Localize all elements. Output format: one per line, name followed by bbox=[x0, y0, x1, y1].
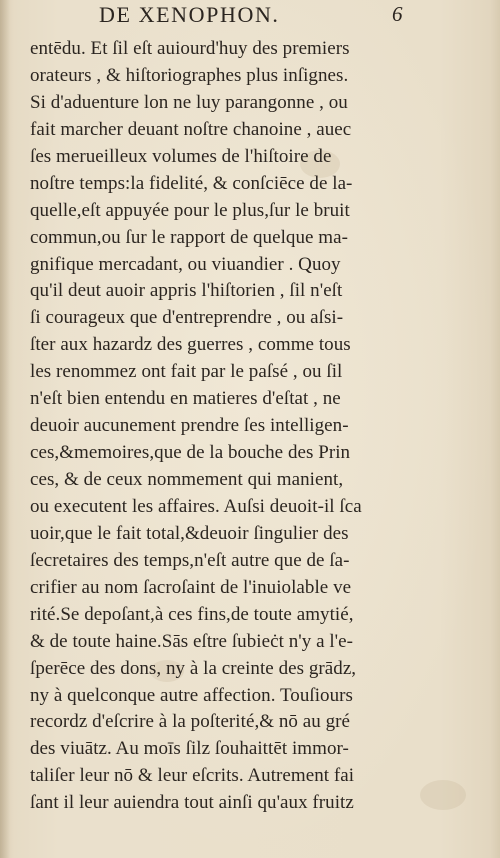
text-line: recordz d'eſcrire à la poſterité,& nō au gré bbox=[30, 711, 351, 733]
text-line: orateurs , & hiſtoriographes plus inſignes. bbox=[30, 64, 349, 86]
text-line: deuoir aucunement prendre ſes intelligen- bbox=[30, 415, 349, 437]
text-line: les renommez ont fait par le paſsé , ou ſil bbox=[30, 361, 343, 383]
text-line: ny à quelconque autre affection. Touſiours bbox=[30, 684, 353, 706]
text-line: ces,&memoires,que de la bouche des Prin bbox=[30, 442, 351, 464]
text-line: uoir,que le fait total,&deuoir ſingulier des bbox=[30, 522, 349, 544]
running-title: DE XENOPHON. bbox=[99, 2, 280, 27]
body-text bbox=[30, 36, 410, 817]
text-line: ſes merueilleux volumes de l'hiſtoire de bbox=[30, 145, 332, 167]
running-head bbox=[0, 2, 500, 28]
text-line: ſi courageux que d'entreprendre , ou aſsi- bbox=[30, 307, 344, 329]
text-line: commun,ou ſur le rapport de quelque ma- bbox=[30, 226, 348, 248]
text-line: ces, & de ceux nommement qui manient, bbox=[30, 469, 344, 490]
paper-stain bbox=[420, 780, 466, 810]
text-line: rité.Se depoſant,à ces fins,de toute amytié, bbox=[30, 603, 354, 625]
text-line: crifier au nom ſacroſaint de l'inuiolable ve bbox=[30, 576, 352, 598]
text-line: ou executent les affaires. Auſsi deuoit-il ſca bbox=[30, 495, 362, 517]
text-line: entēdu. Et ſil eſt auiourd'huy des premiers bbox=[30, 38, 350, 59]
text-line: Si d'aduenture lon ne luy parangonne , ou bbox=[30, 91, 348, 113]
text-line: ſant il leur auiendra tout ainſi qu'aux fruitz bbox=[30, 792, 354, 814]
text-line: noſtre temps:la fidelité, & conſciēce de la- bbox=[30, 172, 353, 194]
text-line: gnifique mercadant, ou viuandier . Quoy bbox=[30, 253, 341, 275]
gutter-shadow bbox=[0, 0, 10, 858]
text-line: ſter aux hazardz des guerres , comme tous bbox=[30, 334, 351, 356]
text-line: n'eſt bien entendu en matieres d'eſtat , ne bbox=[30, 388, 341, 410]
text-line: & de toute haine.Sās eſtre ſubieċt n'y a l'e- bbox=[30, 630, 354, 652]
page-number: 6 bbox=[392, 2, 403, 26]
text-line: qu'il deut auoir appris l'hiſtorien , ſil n'eſt bbox=[30, 280, 343, 302]
text-line: quelle,eſt appuyée pour le plus,ſur le bruit bbox=[30, 199, 350, 221]
text-line: ſperēce des dons, ny à la creinte des grādz, bbox=[30, 657, 357, 679]
text-line: taliſer leur nō & leur eſcrits. Autrement fai bbox=[30, 765, 355, 787]
text-line: des viuātz. Au moīs ſilz ſouhaittēt immor- bbox=[30, 738, 349, 760]
text-line: ſecretaires des temps,n'eſt autre que de ſa- bbox=[30, 549, 350, 571]
text-line: fait marcher deuant noſtre chanoine , auec bbox=[30, 118, 352, 140]
